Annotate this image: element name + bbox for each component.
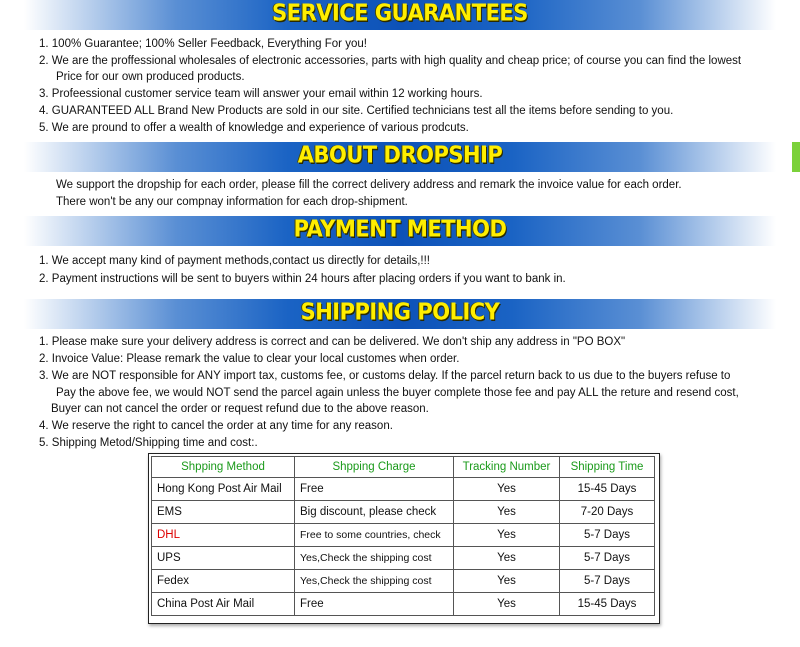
table-cell-charge: Free [295,593,454,616]
service-item-2: 2. We are the proffessional wholesales of electronic accessories, parts with high quality and cheap price; of course you can find the lowest [39,55,742,67]
table-header-time: Shipping Time [560,457,655,478]
table-cell-charge: Free [295,478,454,501]
table-cell-charge: Yes,Check the shipping cost [295,547,454,570]
table-cell-method: UPS [152,547,295,570]
table-cell-charge: Big discount, please check [295,501,454,524]
dropship-line-1: We support the dropship for each order, please fill the correct delivery address and remark the invoice value for each order. [56,179,682,191]
table-header-row [152,457,655,478]
table-cell-charge: Free to some countries, check [295,524,454,547]
banner-accent [792,142,800,172]
service-item-5: 5. We are pround to offer a wealth of knowledge and experience of various prodcuts. [39,122,469,134]
table-header-tracking: Tracking Number [454,457,560,478]
service-item-4: 4. GUARANTEED ALL Brand New Products are sold in our site. Certified technicians test all the items before sending to you. [39,105,674,117]
table-cell-method: EMS [152,501,295,524]
table-row [152,524,655,547]
table-cell-time: 5-7 Days [560,524,655,547]
payment-item-2: 2. Payment instructions will be sent to buyers within 24 hours after placing orders if you want to bank in. [39,273,566,285]
table-row [152,478,655,501]
shipping-table [151,456,655,616]
shipping-item-3: 3. We are NOT responsible for ANY import tax, customs fee, or customs delay. If the parcel return back to us due to the buyers refuse to [39,370,731,382]
table-cell-method: Hong Kong Post Air Mail [152,478,295,501]
table-row [152,547,655,570]
shipping-item-1: 1. Please make sure your delivery address is correct and can be delivered. We don't ship any address in "PO BOX" [39,336,626,348]
shipping-item-4: 4. We reserve the right to cancel the order at any time for any reason. [39,420,393,432]
table-cell-tracking: Yes [454,524,560,547]
table-cell-tracking: Yes [454,570,560,593]
table-cell-time: 5-7 Days [560,570,655,593]
table-cell-time: 5-7 Days [560,547,655,570]
table-cell-tracking: Yes [454,593,560,616]
table-row [152,570,655,593]
service-guarantees-banner [0,0,800,30]
shipping-item-3-cont2: Buyer can not cancel the order or request refund due to the above reason. [51,403,429,415]
table-cell-time: 7-20 Days [560,501,655,524]
shipping-item-5: 5. Shipping Metod/Shipping time and cost:. [39,437,258,449]
dropship-line-2: There won't be any our compnay information for each drop-shipment. [56,196,408,208]
table-row [152,501,655,524]
service-item-1: 1. 100% Guarantee; 100% Seller Feedback, Everything For you! [39,38,367,50]
table-cell-tracking: Yes [454,547,560,570]
about-dropship-banner [0,142,800,172]
table-cell-method: DHL [152,524,295,547]
service-guarantees-title: SERVICE GUARANTEES [272,0,528,27]
shipping-policy-banner [0,299,800,329]
about-dropship-title: ABOUT DROPSHIP [297,141,503,169]
table-cell-method: China Post Air Mail [152,593,295,616]
table-cell-time: 15-45 Days [560,593,655,616]
table-cell-time: 15-45 Days [560,478,655,501]
payment-item-1: 1. We accept many kind of payment methods,contact us directly for details,!!! [39,255,430,267]
table-header-charge: Shpping Charge [295,457,454,478]
table-cell-tracking: Yes [454,501,560,524]
service-item-3: 3. Profeessional customer service team will answer your email within 12 working hours. [39,88,483,100]
shipping-item-3-cont: Pay the above fee, we would NOT send the parcel again unless the buyer complete those fee and pay ALL the reture and resend cost, [56,387,739,399]
payment-method-title: PAYMENT METHOD [293,215,507,243]
table-cell-method: Fedex [152,570,295,593]
table-header-method: Shpping Method [152,457,295,478]
shipping-policy-title: SHIPPING POLICY [300,298,500,326]
payment-method-banner [0,216,800,246]
table-row [152,593,655,616]
service-item-2-cont: Price for our own produced products. [56,71,245,83]
table-cell-charge: Yes,Check the shipping cost [295,570,454,593]
table-cell-tracking: Yes [454,478,560,501]
shipping-item-2: 2. Invoice Value: Please remark the value to clear your local customes when order. [39,353,460,365]
